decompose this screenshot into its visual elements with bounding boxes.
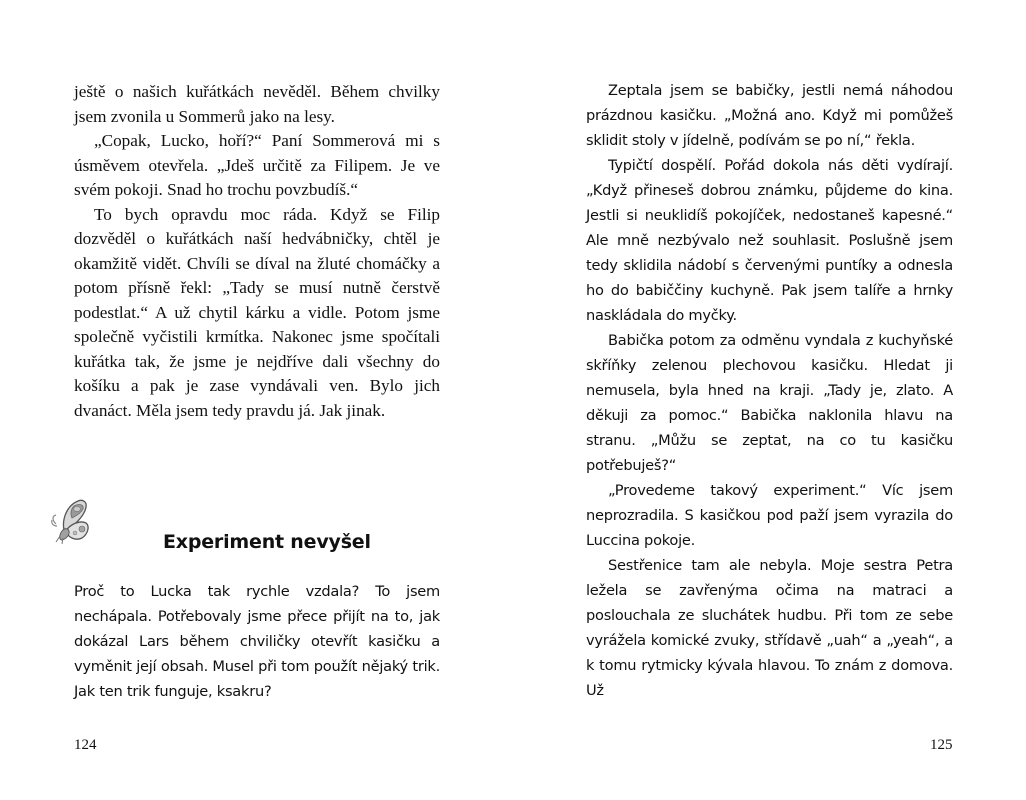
paragraph: ještě o našich kuřátkách nevěděl. Během chvilky jsem zvonila u Sommerů jako na lesy. [74,82,440,126]
page-number-right: 125 [930,737,953,753]
paragraph: Proč to Lucka tak rychle vzdala? To jsem nechápala. Potřebovaly jsme přece přijít na to, jak dokázal Lars během chviličky otevřít kasičku a vyměnit její obsah. Musel při tom použít nějaký trik. Jak ten trik funguje, ksakru? [74,583,440,700]
chapter-title: Experiment nevyšel [163,531,371,553]
page-number-left: 124 [74,737,97,753]
paragraph: To bych opravdu moc ráda. Když se Filip dozvěděl o kuřátkách naší hedvábničky, chtěl je okamžitě vidět. Chvíli se díval na žluté chomáčky a potom přísně řekl: „Tady se musí nutně čerstvě podestlat.“ A už chytil kárku a vidle. Potom jsme společně vyčistili krmítka. Nakonec jsme spočítali kuřátka tak, že jsme je nejdříve dali všechny do košíku a pak je zase vyndávali ven. Bylo jich dvanáct. Měla jsem tedy pravdu já. Jak jinak. [74,204,440,420]
paragraph: Babička potom za odměnu vyndala z kuchyňské skříňky zelenou plechovou kasičku. Hledat ji nemusela, byla hned na kraji. „Tady je, zlato. A děkuji za pomoc.“ Babička naklonila hlavu na stranu. „Můžu se zeptat, na co tu kasičku potřebuješ?“ [586,332,953,474]
paragraph: Sestřenice tam ale nebyla. Moje sestra Petra ležela se zavřenýma očima na matraci a poslouchala ze sluchátek hudbu. Při tom ze sebe vyrážela komické zvuky, střídavě „uah“ a „yeah“, a k tomu rytmicky kývala hlavou. To znám z domova. Už [586,557,953,699]
butterfly-icon [50,498,96,546]
paragraph: Zeptala jsem se babičky, jestli nemá náhodou prázdnou kasičku. „Možná ano. Když mi pomůžeš sklidit stoly v jídelně, podívám se po ní,“ řekla. [586,82,953,149]
paragraph: Typičtí dospělí. Pořád dokola nás děti vydírají. „Když přineseš dobrou známku, půjdeme do kina. Jestli si neuklidíš pokojíček, nedostaneš kapesné.“ Ale mně nezbývalo než souhlasit. Poslušně jsem tedy sklidila nádobí s červenými puntíky a odnesla ho do babiččiny kuchyně. Pak jsem talíře a hrnky naskládala do myčky. [586,157,953,324]
chapter-body [74,579,440,704]
left-page-body [74,80,440,423]
paragraph: „Copak, Lucko, hoří?“ Paní Sommerová mi s úsměvem otevřela. „Jdeš určitě za Filipem. Je ve svém pokoji. Snad ho trochu povzbudíš.“ [74,131,440,199]
right-page-body [586,78,953,703]
paragraph: „Provedeme takový experiment.“ Víc jsem neprozradila. S kasičkou pod paží jsem vyrazila do Luccina pokoje. [586,482,953,549]
